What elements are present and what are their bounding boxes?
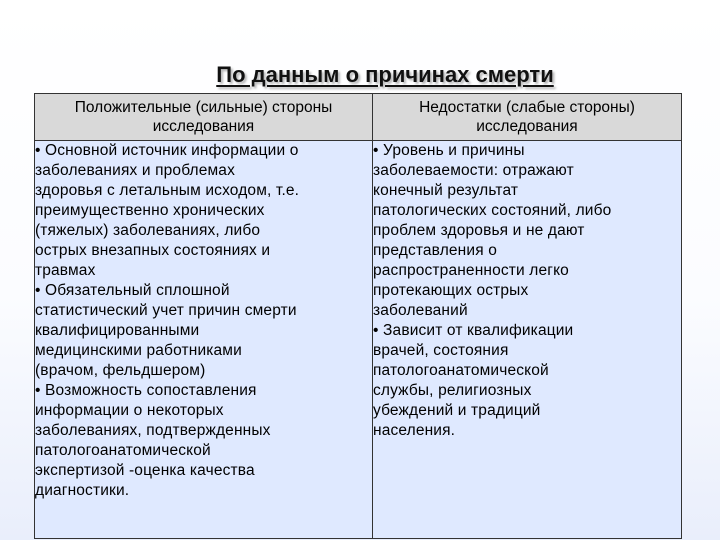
content-row (35, 141, 682, 539)
strengths-text-line: информации о некоторых (35, 402, 224, 419)
weaknesses-text-line: • Зависит от квалификации (373, 322, 574, 339)
weaknesses-text-line: протекающих острых (373, 282, 529, 299)
header-row (35, 94, 682, 141)
strengths-text-line: диагностики. (35, 482, 130, 499)
weaknesses-text-line: населения. (373, 422, 456, 439)
strengths-cell (35, 141, 373, 539)
weaknesses-text-line: распространенности легко (373, 262, 569, 279)
strengths-text-line: квалифицированными (35, 322, 200, 339)
strengths-text-line: (тяжелых) заболеваниях, либо (35, 222, 261, 239)
weaknesses-text-line: патологоанатомической (373, 362, 549, 379)
weaknesses-text-line: врачей, состояния (373, 342, 509, 359)
weaknesses-text-line: заболеваемости: отражают (373, 162, 574, 179)
strengths-text-line: медицинскими работниками (35, 342, 242, 359)
strengths-text-line: острых внезапных состояниях и (35, 242, 271, 259)
weaknesses-header-line: исследования (476, 118, 578, 135)
slide-title: По данным о причинах смерти (216, 62, 554, 87)
weaknesses-text-line: конечный результат (373, 182, 519, 199)
weaknesses-header (373, 94, 682, 141)
weaknesses-header-line: Недостатки (слабые стороны) (419, 99, 635, 116)
strengths-text-line: • Возможность сопоставления (35, 382, 257, 399)
weaknesses-text-line: патологических состояний, либо (373, 202, 612, 219)
weaknesses-cell (373, 141, 682, 539)
strengths-text-line: здоровья с летальным исходом, т.е. (35, 182, 300, 199)
strengths-text-line: заболеваниях, подтвержденных (35, 422, 271, 439)
strengths-text-line: заболеваниях и проблемах (35, 162, 235, 179)
strengths-header-line: Положительные (сильные) стороны (74, 99, 333, 116)
weaknesses-text-line: заболеваний (373, 302, 468, 319)
weaknesses-text-line: проблем здоровья и не дают (373, 222, 585, 239)
comparison-table (34, 93, 682, 539)
weaknesses-text-line: убеждений и традиций (373, 402, 541, 419)
strengths-text-line: патологоанатомической (35, 442, 211, 459)
strengths-text-line: преимущественно хронических (35, 202, 265, 219)
strengths-text-line: экспертизой -оценка качества (35, 462, 255, 479)
strengths-text-line: • Обязательный сплошной (35, 282, 230, 299)
strengths-text-line: травмах (35, 262, 96, 279)
strengths-text-line: статистический учет причин смерти (35, 302, 297, 319)
strengths-text-line: • Основной источник информации о (35, 142, 299, 159)
strengths-header-line: исследования (152, 118, 255, 135)
weaknesses-text-line: представления о (373, 242, 497, 259)
weaknesses-text-line: • Уровень и причины (373, 142, 525, 159)
strengths-header (35, 94, 373, 141)
strengths-text-line: (врачом, фельдшером) (35, 362, 206, 379)
weaknesses-text-line: службы, религиозных (373, 382, 532, 399)
